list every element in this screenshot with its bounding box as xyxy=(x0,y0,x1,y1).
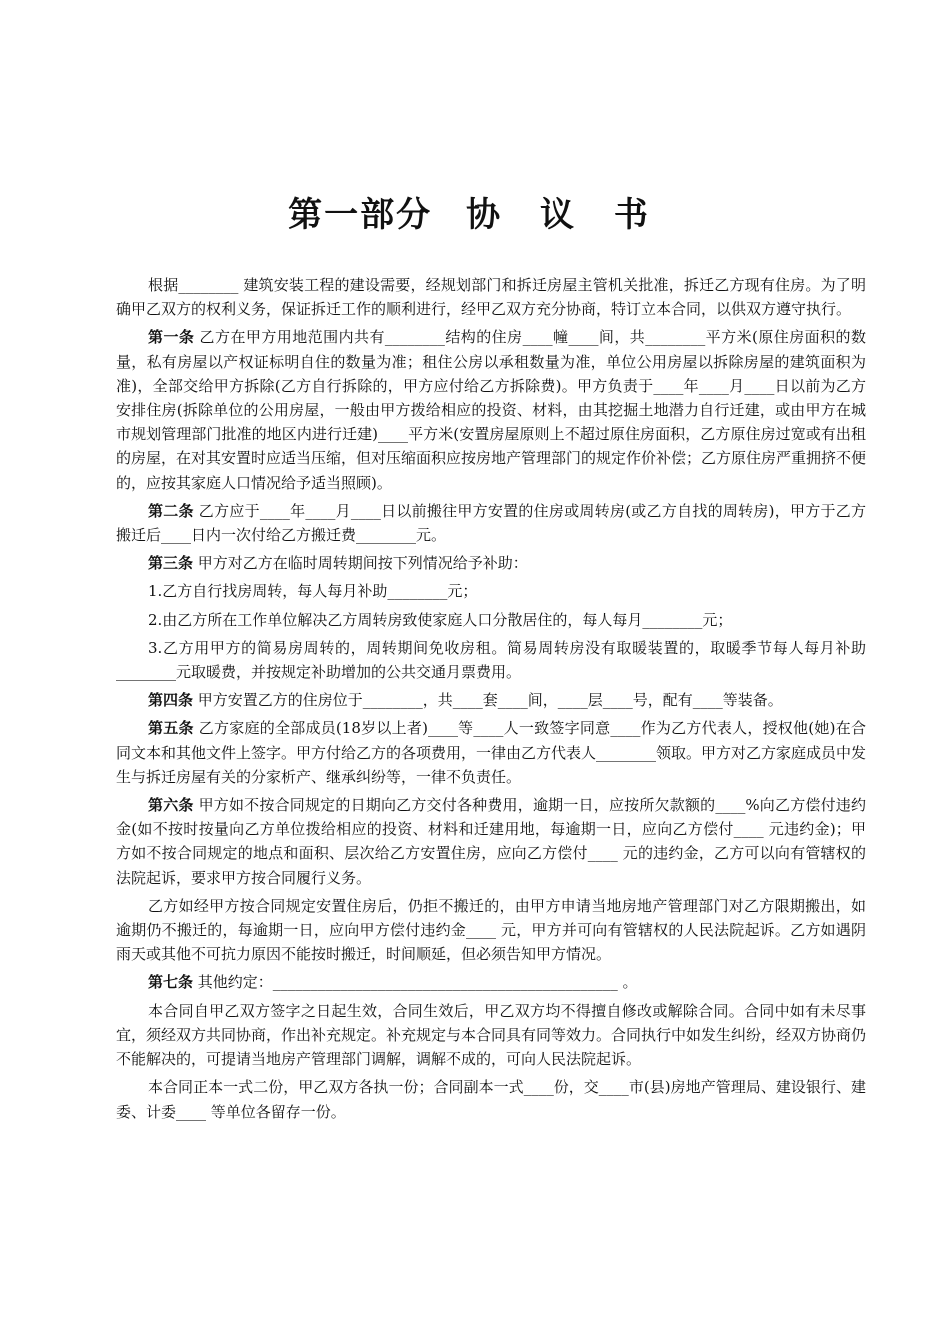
article-1-label: 第一条 xyxy=(148,328,195,347)
article-5-label: 第五条 xyxy=(148,719,194,738)
article-2 xyxy=(116,499,866,547)
article-7 xyxy=(116,970,866,994)
article-3-item-3: 3.乙方用甲方的简易房周转的，周转期间免收房租。简易周转房没有取暖装置的，取暖季节每人每月补助________元取暖费，并按规定补助增加的公共交通月票费用。 xyxy=(116,638,866,682)
article-3-label: 第三条 xyxy=(148,554,194,573)
article-3 xyxy=(116,551,866,575)
article-2-label: 第二条 xyxy=(148,501,194,520)
article-5-text: 乙方家庭的全部成员(18岁以上者)____等____人一致签字同意____作为乙方代表人，授权他(她)在合同文本和其他文件上签字。甲方付给乙方的各项费用，一律由乙方代表人________领取。甲方对乙方家庭成员中发生与拆迁房屋有关的分家析产、继承纠纷等，一律不负责任。 xyxy=(116,719,867,786)
title-part: 第一部分 xyxy=(288,195,433,235)
article-7-label: 第七条 xyxy=(148,973,194,992)
article-5 xyxy=(116,716,866,789)
article-6-text: 甲方如不按合同规定的日期向乙方交付各种费用，逾期一日，应按所欠款额的____%向乙方偿付违约金(如不按时按量向乙方单位拨给相应的投资、材料和迁建用地，每逾期一日，应向乙方偿付____ 元违约金)；甲方如不按合同规定的地点和面积、层次给乙方安置住房，应向乙方偿付____ 元的违约金，乙方可以向有管辖权的法院起诉，要求甲方按合同履行义务。 xyxy=(116,796,866,887)
title-name: 协 议 书 xyxy=(466,195,662,235)
article-3-item-1: 1.乙方自行找房周转，每人每月补助________元； xyxy=(148,582,478,601)
article-6 xyxy=(116,793,866,890)
article-6-paragraph-2: 乙方如经甲方按合同规定安置住房后，仍拒不搬迁的，由甲方申请当地房地产管理部门对乙方限期搬出，如逾期仍不搬迁的，每逾期一日，应向甲方偿付违约金____ 元，甲方并可向有管辖权的人民法院起诉。乙方如遇阴雨天或其他不可抗力原因不能按时搬迁，时间顺延，但必须告知甲方情况。 xyxy=(116,896,866,964)
article-3-item-2: 2.由乙方所在工作单位解决乙方周转房致使家庭人口分散居住的，每人每月________元； xyxy=(148,610,733,629)
article-3-text: 甲方对乙方在临时周转期间按下列情况给予补助： xyxy=(193,554,528,573)
article-6-label: 第六条 xyxy=(148,796,194,815)
document-body xyxy=(116,273,866,1128)
article-4-label: 第四条 xyxy=(148,691,194,710)
document-title xyxy=(0,190,950,240)
article-7-text: 其他约定：______________________________________________ 。 xyxy=(193,973,638,992)
copies-paragraph: 本合同正本一式二份，甲乙双方各执一份；合同副本一式____份，交____市(县)房地产管理局、建设银行、建委、计委____ 等单位各留存一份。 xyxy=(116,1078,866,1121)
intro-paragraph: 根据________ 建筑安装工程的建设需要，经规划部门和拆迁房屋主管机关批准，拆迁乙方现有住房。为了明确甲乙双方的权利义务，保证拆迁工作的顺利进行，经甲乙双方充分协商，特订立本合同，以供双方遵守执行。 xyxy=(116,276,866,319)
article-1 xyxy=(116,325,866,494)
article-4-text: 甲方安置乙方的住房位于________，共____套____间，____层____号，配有____等装备。 xyxy=(193,691,783,710)
article-4 xyxy=(116,688,866,712)
effect-paragraph: 本合同自甲乙双方签字之日起生效，合同生效后，甲乙双方均不得擅自修改或解除合同。合同中如有未尽事宜，须经双方共同协商，作出补充规定。补充规定与本合同具有同等效力。合同执行中如发生纠纷，经双方协商仍不能解决的，可提请当地房产管理部门调解，调解不成的，可向人民法院起诉。 xyxy=(116,1001,867,1069)
article-2-text: 乙方应于____年____月____日以前搬往甲方安置的住房或周转房(或乙方自找的周转房)，甲方于乙方搬迁后____日内一次付给乙方搬迁费________元。 xyxy=(116,501,866,545)
article-1-text: 乙方在甲方用地范围内共有________结构的住房____幢____间，共________平方米(原住房面积的数量，私有房屋以产权证标明自住的数量为准；租住公房以承租数量为准，单位公用房屋以拆除房屋的建筑面积为准)，全部交给甲方拆除(乙方自行拆除的，甲方应付给乙方拆除费)。甲方负责于____年____月____日以前为乙方安排住房(拆除单位的公用房屋，一般由甲方拨给相应的投资、材料，由其挖掘土地潜力自行迁建，或由甲方在城市规划管理部门批准的地区内进行迁建)____平方米(安置房屋原则上不超过原住房面积，乙方原住房过宽或有出租的房屋，在对其安置时应适当压缩，但对压缩面积应按房地产管理部门的规定作价补偿；乙方原住房严重拥挤不便的，应按其家庭人口情况给予适当照顾)。 xyxy=(116,328,867,492)
